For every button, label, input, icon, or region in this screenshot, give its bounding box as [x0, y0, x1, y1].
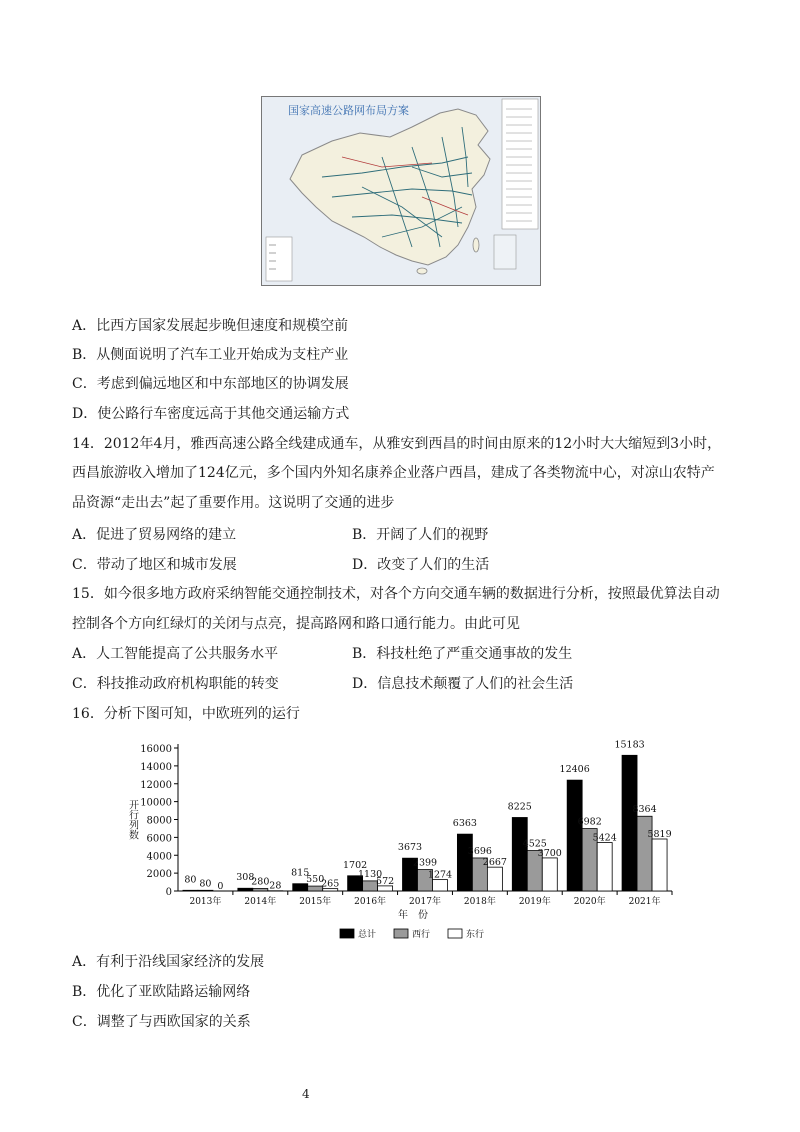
y-tick-label: 2000: [146, 869, 172, 881]
q14-stem-line-2: 西昌旅游收入增加了124亿元，多个国内外知名康养企业落户西昌，建成了各类物流中心，对凉山农特产: [72, 465, 715, 481]
bar-总计-2018年: [457, 834, 472, 891]
legend-swatch-西行: [394, 929, 408, 938]
bar-总计-2013年: [183, 890, 198, 891]
data-label: 572: [376, 875, 395, 887]
data-label: 280: [251, 876, 270, 888]
q15-option-d: D．信息技术颠覆了人们的社会生活: [352, 676, 574, 692]
data-label: 0: [217, 881, 224, 892]
data-label: 6363: [452, 818, 477, 830]
bar-总计-2020年: [567, 780, 582, 891]
q15-stem-line-2: 控制各个方向红绿灯的关闭与点亮，提高路网和路口通行能力。由此可见: [72, 616, 520, 632]
cr-express-bar-chart: [120, 728, 680, 944]
bar-总计-2019年: [512, 817, 527, 891]
q15-option-c: C．科技推动政府机构职能的转变: [72, 676, 279, 692]
data-label: 2399: [412, 857, 438, 869]
bar-西行-2013年: [198, 890, 213, 891]
data-label: 5819: [647, 828, 672, 840]
data-label: 3696: [467, 845, 492, 857]
legend-label: 西行: [412, 930, 431, 940]
bar-东行-2018年: [487, 867, 502, 891]
data-label: 12406: [559, 764, 590, 776]
bar-西行-2014年: [253, 888, 268, 891]
q14-stem-line-1: 14．2012年4月，雅西高速公路全线建成通车，从雅安到西昌的时间由原来的12小时大大缩短到3小时，: [72, 436, 722, 452]
q13-option-d: D．使公路行车密度远高于其他交通运输方式: [72, 406, 350, 422]
data-label: 2667: [482, 857, 507, 869]
y-tick-label: 8000: [146, 815, 172, 827]
data-label: 815: [291, 867, 310, 879]
bar-东行-2017年: [433, 880, 448, 891]
data-label: 80: [199, 878, 212, 890]
x-tick-label: 2019年: [518, 897, 551, 907]
data-label: 80: [184, 874, 197, 886]
data-label: 308: [236, 872, 255, 884]
highway-network-map: [261, 96, 541, 286]
y-tick-label: 0: [165, 887, 172, 898]
data-label: 3673: [397, 842, 423, 854]
x-tick-label: 2020年: [573, 897, 606, 907]
data-label: 8364: [632, 804, 657, 816]
bar-东行-2021年: [652, 839, 667, 891]
bar-总计-2021年: [622, 755, 637, 891]
map-title: 国家高速公路网布局方案: [288, 104, 409, 117]
q16-option-c: C．调整了与西欧国家的关系: [72, 1014, 251, 1030]
data-label: 28: [269, 880, 282, 892]
y-axis-label: 开行列数: [126, 799, 138, 840]
x-axis-label: 年 份: [398, 910, 428, 921]
x-tick-label: 2021年: [628, 897, 661, 907]
y-tick-label: 6000: [146, 833, 172, 845]
q14-option-a: A．促进了贸易网络的建立: [72, 527, 237, 543]
q13-option-a: A．比西方国家发展起步晚但速度和规模空前: [72, 318, 349, 334]
data-label: 1130: [358, 868, 383, 880]
data-label: 1274: [427, 869, 453, 881]
bar-西行-2021年: [637, 816, 652, 891]
bar-东行-2019年: [542, 858, 557, 891]
x-tick-label: 2015年: [299, 897, 332, 907]
bar-总计-2014年: [238, 888, 253, 891]
q16-option-b: B．优化了亚欧陆路运输网络: [72, 984, 251, 1000]
y-tick-label: 4000: [146, 851, 172, 863]
data-label: 5424: [592, 832, 617, 844]
x-tick-label: 2014年: [244, 897, 277, 907]
bar-东行-2020年: [597, 843, 612, 891]
q14-stem-line-3: 品资源“走出去”起了重要作用。这说明了交通的进步: [72, 495, 395, 511]
y-tick-label: 10000: [140, 797, 172, 809]
data-label: 8225: [507, 801, 532, 813]
q16-option-a: A．有利于沿线国家经济的发展: [72, 954, 265, 970]
q15-stem-line-1: 15．如今很多地方政府采纳智能交通控制技术，对各个方向交通车辆的数据进行分析，按照最优算法自动: [72, 586, 720, 602]
x-tick-label: 2017年: [409, 897, 441, 907]
data-label: 15183: [614, 739, 645, 751]
data-label: 4525: [522, 838, 547, 850]
q15-option-a: A．人工智能提高了公共服务水平: [72, 646, 279, 662]
q13-option-b: B．从侧面说明了汽车工业开始成为支柱产业: [72, 347, 349, 363]
legend-swatch-总计: [340, 929, 354, 938]
y-tick-label: 16000: [140, 744, 172, 755]
legend-swatch-东行: [448, 929, 462, 938]
legend-label: 东行: [466, 930, 485, 940]
q14-option-b: B．开阔了人们的视野: [352, 527, 489, 543]
y-tick-label: 12000: [140, 779, 172, 791]
page-number: 4: [302, 1087, 310, 1101]
q14-option-d: D．改变了人们的生活: [352, 557, 490, 573]
data-label: 265: [321, 878, 340, 890]
map-drawing: [262, 97, 540, 285]
x-tick-label: 2018年: [463, 897, 496, 907]
data-label: 550: [306, 874, 325, 886]
q16-stem: 16．分析下图可知，中欧班列的运行: [72, 706, 300, 722]
data-label: 1702: [343, 859, 368, 871]
legend-label: 总计: [358, 930, 377, 940]
y-tick-label: 14000: [140, 761, 172, 773]
x-tick-label: 2016年: [354, 897, 387, 907]
q15-option-b: B．科技杜绝了严重交通事故的发生: [352, 646, 573, 662]
x-tick-label: 2013年: [189, 897, 222, 907]
q13-option-c: C．考虑到偏远地区和中东部地区的协调发展: [72, 376, 349, 392]
q14-option-c: C．带动了地区和城市发展: [72, 557, 237, 573]
data-label: 3700: [537, 847, 562, 859]
data-label: 6982: [577, 816, 602, 828]
